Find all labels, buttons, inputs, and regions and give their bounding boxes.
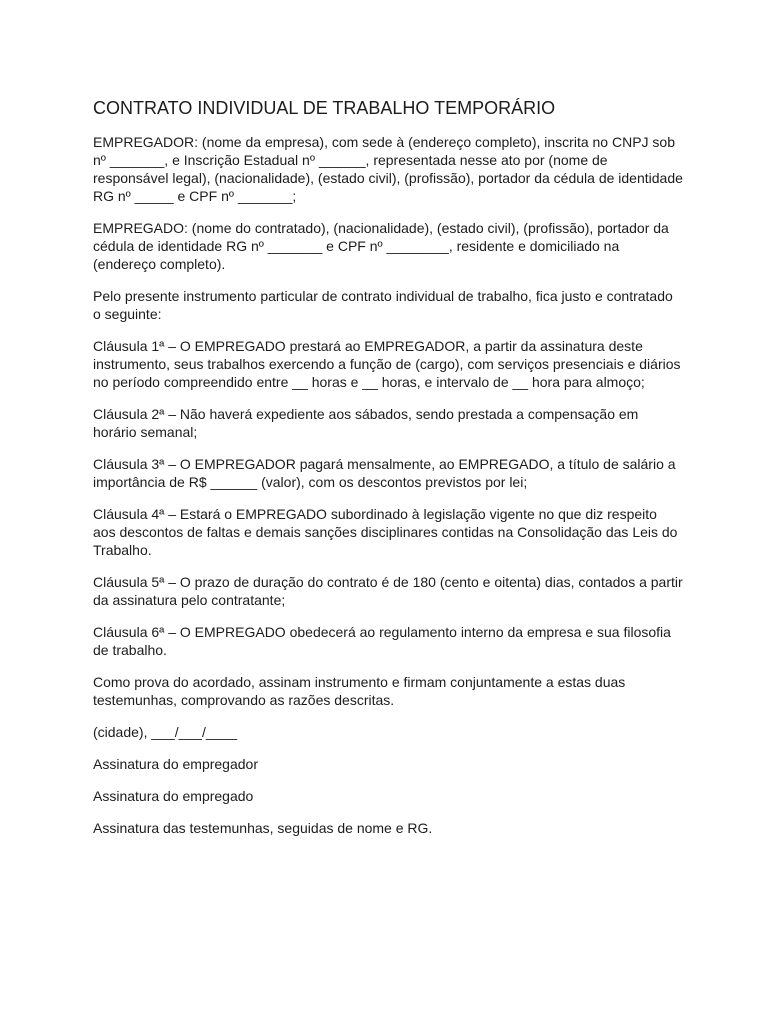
paragraph-employer: EMPREGADOR: (nome da empresa), com sede à (endereço completo), inscrita no CNPJ sob nº _______, e Inscrição Estadual nº ______, representada nesse ato por (nome de responsável legal), (nacionalidade), (estado civil), (profissão), portador da cédula de identidade RG nº _____ e CPF nº _______; [93, 134, 683, 204]
clause-5: Cláusula 5ª – O prazo de duração do contrato é de 180 (cento e oitenta) dias, contados a partir da assinatura pelo contratante; [93, 574, 683, 608]
paragraph-intro: Pelo presente instrumento particular de contrato individual de trabalho, fica justo e contratado o seguinte: [93, 288, 673, 322]
document-page [93, 96, 683, 851]
signature-employee: Assinatura do empregado [93, 788, 254, 804]
date-line: (cidade), ___/___/____ [93, 724, 237, 740]
clause-4: Cláusula 4ª – Estará o EMPREGADO subordinado à legislação vigente no que diz respeito aos descontos de faltas e demais sanções disciplinares contidas na Consolidação das Leis do Trabalho. [93, 506, 678, 558]
clause-1: Cláusula 1ª – O EMPREGADO prestará ao EMPREGADOR, a partir da assinatura deste instrumento, seus trabalhos exercendo a função de (cargo), com serviços presenciais e diários no período compreendido entre __ horas e __ horas, e intervalo de __ hora para almoço; [93, 338, 681, 390]
clause-2: Cláusula 2ª – Não haverá expediente aos sábados, sendo prestada a compensação em horário semanal; [93, 406, 639, 440]
clause-6: Cláusula 6ª – O EMPREGADO obedecerá ao regulamento interno da empresa e sua filosofia de trabalho. [93, 624, 671, 658]
document-title: CONTRATO INDIVIDUAL DE TRABALHO TEMPORÁRIO [93, 98, 556, 118]
paragraph-agreement: Como prova do acordado, assinam instrumento e firmam conjuntamente a estas duas testemunhas, comprovando as razões descritas. [93, 674, 626, 708]
signature-witnesses: Assinatura das testemunhas, seguidas de nome e RG. [93, 820, 433, 836]
signature-employer: Assinatura do empregador [93, 756, 258, 772]
clause-3: Cláusula 3ª – O EMPREGADOR pagará mensalmente, ao EMPREGADO, a título de salário a importância de R$ ______ (valor), com os descontos previstos por lei; [93, 456, 676, 490]
paragraph-employee: EMPREGADO: (nome do contratado), (nacionalidade), (estado civil), (profissão), portador da cédula de identidade RG nº _______ e CPF nº ________, residente e domiciliado na (endereço completo). [93, 220, 669, 272]
